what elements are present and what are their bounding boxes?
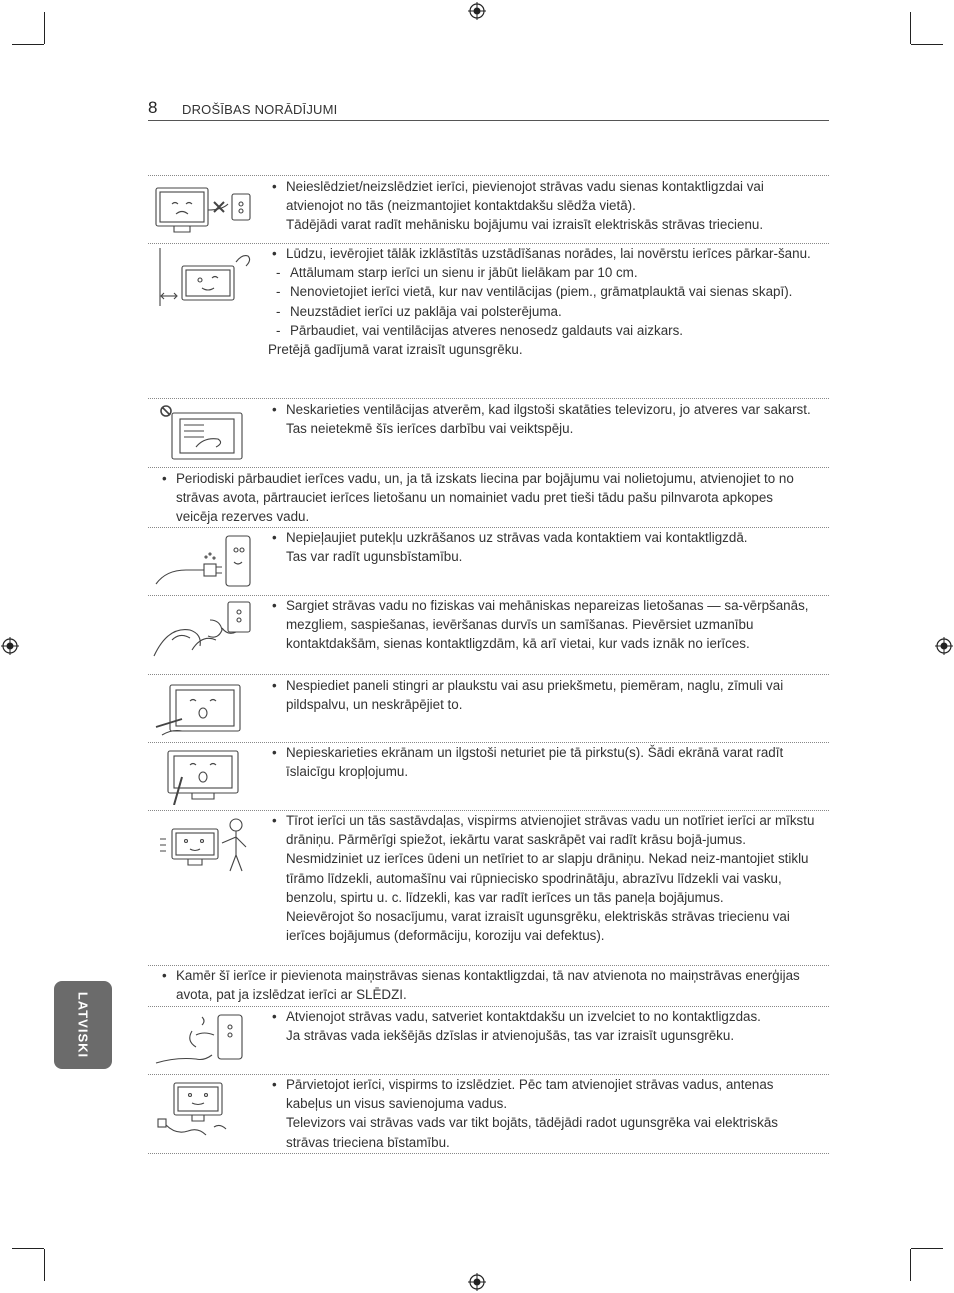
item-text: • Neskarieties ventilācijas atverēm, kad ilgstoši skatāties televizoru, jo atveres var sakarst. Tas neietekmē šīs ierīces darbību vai veiktspēju. <box>272 400 817 438</box>
crop-mark <box>911 1248 943 1249</box>
item-text: Televizors vai strāvas vads var tikt bojāts, tādējādi radot ugunsgrēka vai elektriskās strāvas trieciena bīstamību. <box>286 1115 778 1150</box>
item-sub-text: - Pārbaudiet, vai ventilācijas atveres nenosedz galdauts vai aizkars. <box>272 321 817 340</box>
item-text: Pretējā gadījumā varat izraisīt ugunsgrēku. <box>268 342 523 358</box>
safety-item <box>148 1074 829 1154</box>
item-text: • Nepieskarieties ekrānam un ilgstoši neturiet pie tā pirkstu(s). Šādi ekrānā varat radīt īslaicīgu kropļojumu. <box>272 743 817 781</box>
item-text: • Lūdzu, ievērojiet tālāk izklāstītās uzstādīšanas norādes, lai novērstu ierīces pārkar-šanu. <box>272 244 817 263</box>
registration-mark-icon <box>1 637 19 655</box>
press-panel-illustration-icon <box>152 679 256 737</box>
crop-mark <box>910 12 911 44</box>
no-touch-vents-illustration-icon <box>152 403 256 461</box>
item-text: • Neieslēdziet/neizslēdziet ierīci, pievienojot strāvas vadu sienas kontaktligzdai vai atvienojot no tās (neizmantojiet kontaktdakšu slēdža vietā). <box>272 177 817 215</box>
item-sub-text: - Nenovietojiet ierīci vietā, kur nav ventilācijas (piem., grāmatplauktā vai sienas skapī). <box>272 282 817 301</box>
page-header <box>148 98 829 121</box>
item-text: • Pārvietojot ierīci, vispirms to izslēdziet. Pēc tam atvienojiet strāvas vadus, antenas kabeļus un visus savienojuma vadus. <box>272 1075 817 1113</box>
language-tab-label: LATVISKI <box>75 991 91 1059</box>
crop-mark <box>12 44 44 45</box>
crop-mark <box>911 44 943 45</box>
finger-screen-illustration-icon <box>152 747 256 805</box>
safety-item <box>148 595 829 674</box>
item-text: • Kamēr šī ierīce ir pievienota maiņstrāvas sienas kontaktligzdai, tā nav atvienota no maiņstrāvas enerģijas avota, pat ja izslēdzat ierīci ar SLĒDZI. <box>162 966 817 1004</box>
item-sub-text: - Attālumam starp ierīci un sienu ir jābūt lielākam par 10 cm. <box>272 263 817 282</box>
crop-mark <box>44 12 45 44</box>
dusty-plug-illustration-icon <box>152 532 256 590</box>
safety-item <box>148 527 829 595</box>
safety-item <box>148 398 829 467</box>
item-text: Neievērojot šo nosacījumu, varat izraisīt ugunsgrēku, elektriskās strāvas triecienu vai ierīces bojājumus (deformāciju, koroziju vai defektus). <box>286 909 790 944</box>
item-sub-text: - Neuzstādiet ierīci uz paklāja vai polsterējuma. <box>272 302 817 321</box>
safety-item <box>148 243 829 398</box>
safety-item <box>148 965 829 1006</box>
item-text: • Nepieļaujiet putekļu uzkrāšanos uz strāvas vada kontaktiem vai kontaktligzdā. <box>272 528 817 547</box>
item-text: • Atvienojot strāvas vadu, satveriet kontaktdakšu un izvelciet to no kontaktligzdas. <box>272 1007 817 1026</box>
safety-item <box>148 674 829 742</box>
unplug-tv-illustration-icon <box>152 180 256 238</box>
item-text: Tādējādi varat radīt mehānisku bojājumu vai izraisīt elektriskās strāvas triecienu. <box>286 217 764 233</box>
item-text: • Periodiski pārbaudiet ierīces vadu, un, ja tā izskats liecina par bojājumu vai nolietojumu, atvienojiet to no strāvas avota, pārtrauciet ierīces lietošanu un nomainiet vadu pret tieši tādu pašu pilnvarota apkopes veicēja rezerves vadu. <box>162 469 817 527</box>
moving-tv-illustration-icon <box>152 1079 256 1137</box>
safety-item <box>148 175 829 243</box>
registration-mark-icon <box>935 637 953 655</box>
safety-item <box>148 742 829 810</box>
crop-mark <box>910 1249 911 1281</box>
safety-item <box>148 1006 829 1074</box>
registration-mark-icon <box>468 2 486 20</box>
pull-plug-illustration-icon <box>152 1011 256 1069</box>
page-number: 8 <box>148 98 158 117</box>
safety-item <box>148 467 829 527</box>
cleaning-tv-illustration-icon <box>152 815 256 873</box>
language-tab <box>54 981 112 1069</box>
crop-mark <box>44 1249 45 1281</box>
item-text: • Sargiet strāvas vadu no fiziskas vai mehāniskas nepareizas lietošanas — sa-vērpšanās, mezgliem, saspiešanas, ievēršanas durvīs un samīšanas. Pievērsiet uzmanību kontaktdakšām, sienas kontaktligzdām, kā arī vietai, kur vads iznāk no ierīces. <box>272 596 817 654</box>
damaged-cord-illustration-icon <box>152 600 256 658</box>
crop-mark <box>12 1248 44 1249</box>
registration-mark-icon <box>468 1273 486 1291</box>
item-text: Ja strāvas vada iekšējās dzīslas ir atvienojušās, tas var izraisīt ugunsgrēku. <box>286 1028 735 1044</box>
section-title: DROŠĪBAS NORĀDĪJUMI <box>182 102 338 117</box>
item-text: • Tīrot ierīci un tās sastāvdaļas, vispirms atvienojiet strāvas vadu un notīriet ierīci ar mīkstu drāniņu. Pārmērīgi spiežot, iekārtu varat saskrāpēt vai radīt krāsu bojā-jumus. Nesmidziniet uz ierīces ūdeni un netīriet to ar slapju drāniņu. Nekad neiz-mantojiet stiklu tīrāmo līdzekli, automašīnu vai rūpniecisko spodrinātāju, abrazīvu līdzekli vai vasku, benzolu, spirtu u. c. līdzekli, kas var radīt ierīces un tās paneļa bojājumus. <box>272 811 817 907</box>
item-text: Tas var radīt ugunsbīstamību. <box>286 549 463 565</box>
item-text: • Nespiediet paneli stingri ar plaukstu vai asu priekšmetu, piemēram, naglu, zīmuli vai pildspalvu, un neskrāpējiet to. <box>272 676 817 714</box>
safety-item <box>148 810 829 965</box>
tv-wall-distance-illustration-icon <box>152 248 256 306</box>
